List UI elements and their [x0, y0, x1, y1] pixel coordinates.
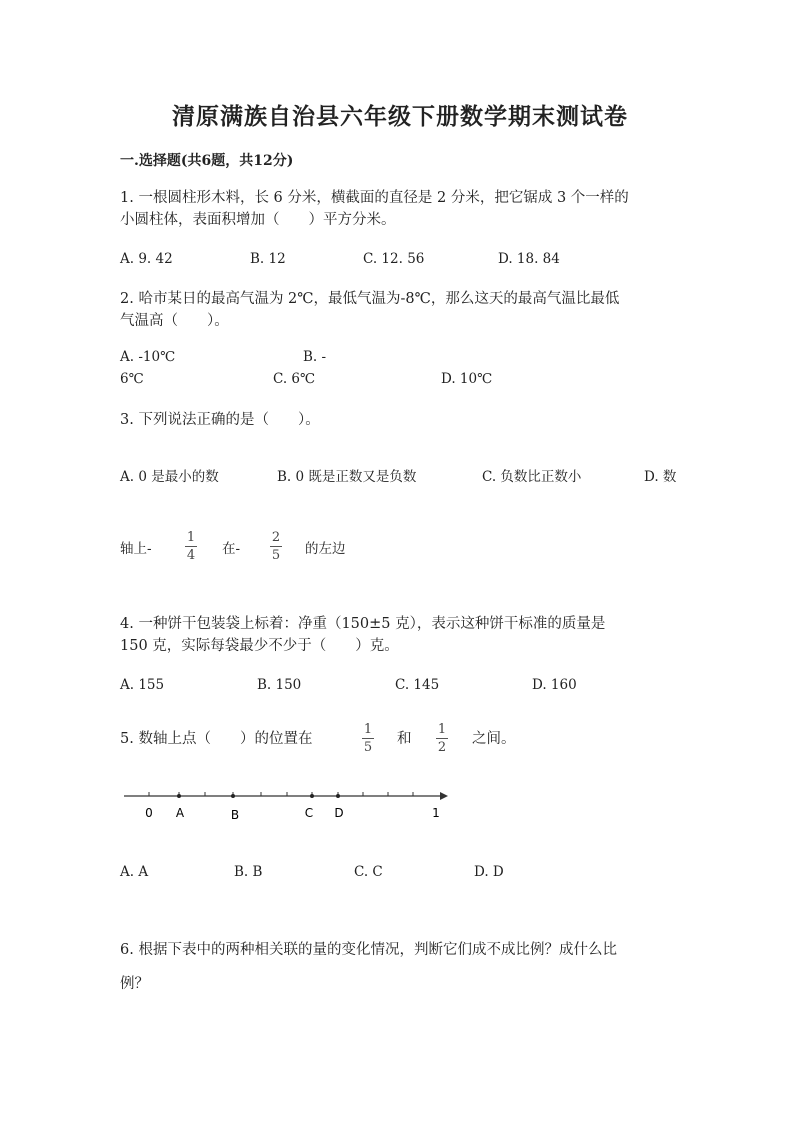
fraction-bar — [270, 546, 282, 547]
q3-option-b[interactable]: B. 0 既是正数又是负数 — [277, 469, 417, 485]
fraction-denominator: 2 — [437, 740, 447, 755]
q5-option-b[interactable]: B. B — [234, 864, 263, 880]
point-c-dot — [310, 794, 314, 798]
fraction-denominator: 5 — [271, 548, 281, 563]
q3-option-d[interactable]: D. 数 — [644, 469, 677, 485]
q2-option-b[interactable]: B. - — [303, 349, 327, 365]
fraction-numerator: 2 — [271, 530, 281, 545]
label-b: B — [230, 808, 240, 822]
question-5-end: 之间。 — [472, 731, 516, 747]
q3-option-c[interactable]: C. 负数比正数小 — [482, 469, 582, 485]
question-4-line-1: 4. 一种饼干包装袋上标着：净重（150±5 克），表示这种饼干标准的质量是 — [120, 616, 606, 632]
question-2-line-2: 气温高（ ）。 — [120, 313, 229, 329]
q2-option-d[interactable]: D. 10℃ — [441, 371, 493, 387]
label-c: C — [304, 806, 314, 820]
q4-option-b[interactable]: B. 150 — [257, 677, 302, 693]
number-line — [118, 785, 458, 825]
q1-option-a[interactable]: A. 9. 42 — [120, 251, 173, 267]
question-5-text: 5. 数轴上点（ ）的位置在 — [120, 731, 313, 747]
point-d-dot — [336, 794, 340, 798]
q2-option-b-cont[interactable]: 6℃ — [120, 371, 144, 387]
q5-option-c[interactable]: C. C — [354, 864, 383, 880]
q3-option-d-cont: 轴上- — [120, 541, 152, 557]
fraction-two-fifths — [268, 530, 284, 563]
label-zero: 0 — [145, 806, 153, 820]
fraction-numerator: 1 — [363, 722, 373, 737]
fraction-one-quarter — [183, 530, 199, 563]
q5-option-a[interactable]: A. A — [120, 864, 149, 880]
fraction-bar — [185, 546, 197, 547]
q2-option-c[interactable]: C. 6℃ — [273, 371, 316, 387]
question-1-line-1: 1. 一根圆柱形木料，长 6 分米，横截面的直径是 2 分米，把它锯成 3 个一样的 — [120, 190, 629, 206]
fraction-one-half — [434, 722, 450, 755]
fraction-bar — [362, 738, 374, 739]
label-one: 1 — [432, 806, 440, 820]
question-2-line-1: 2. 哈市某日的最高气温为 2℃，最低气温为-8℃，那么这天的最高气温比最低 — [120, 291, 620, 307]
page-title: 清原满族自治县六年级下册数学期末测试卷 — [172, 103, 628, 130]
question-6-line-2: 例？ — [120, 976, 149, 992]
q4-option-a[interactable]: A. 155 — [120, 677, 165, 693]
fraction-denominator: 5 — [363, 740, 373, 755]
label-d: D — [334, 806, 344, 820]
fraction-numerator: 1 — [437, 722, 447, 737]
q4-option-c[interactable]: C. 145 — [395, 677, 440, 693]
q4-option-d[interactable]: D. 160 — [532, 677, 577, 693]
question-5-and: 和 — [397, 731, 412, 747]
fraction-denominator: 4 — [186, 548, 196, 563]
question-6-line-1: 6. 根据下表中的两种相关联的量的变化情况，判断它们成不成比例？成什么比 — [120, 942, 617, 958]
arrow-icon — [440, 792, 448, 800]
fraction-one-fifth — [360, 722, 376, 755]
fraction-bar — [436, 738, 448, 739]
question-1-line-2: 小圆柱体，表面积增加（ ）平方分米。 — [120, 212, 396, 228]
fraction-numerator: 1 — [186, 530, 196, 545]
q1-option-b[interactable]: B. 12 — [250, 251, 286, 267]
q3-option-a[interactable]: A. 0 是最小的数 — [120, 469, 219, 485]
section-heading: 一.选择题(共6题，共12分) — [120, 153, 294, 169]
question-3-line-1: 3. 下列说法正确的是（ ）。 — [120, 412, 320, 428]
q5-option-d[interactable]: D. D — [474, 864, 504, 880]
point-b-dot — [231, 794, 235, 798]
question-4-line-2: 150 克，实际每袋最少不少于（ ）克。 — [120, 638, 399, 654]
point-a-dot — [177, 794, 181, 798]
q3-option-d-text: 在- — [222, 541, 241, 557]
label-a: A — [175, 806, 185, 820]
q1-option-d[interactable]: D. 18. 84 — [498, 251, 560, 267]
q3-option-d-end: 的左边 — [305, 541, 346, 557]
q2-option-a[interactable]: A. -10℃ — [120, 349, 176, 365]
q1-option-c[interactable]: C. 12. 56 — [363, 251, 425, 267]
